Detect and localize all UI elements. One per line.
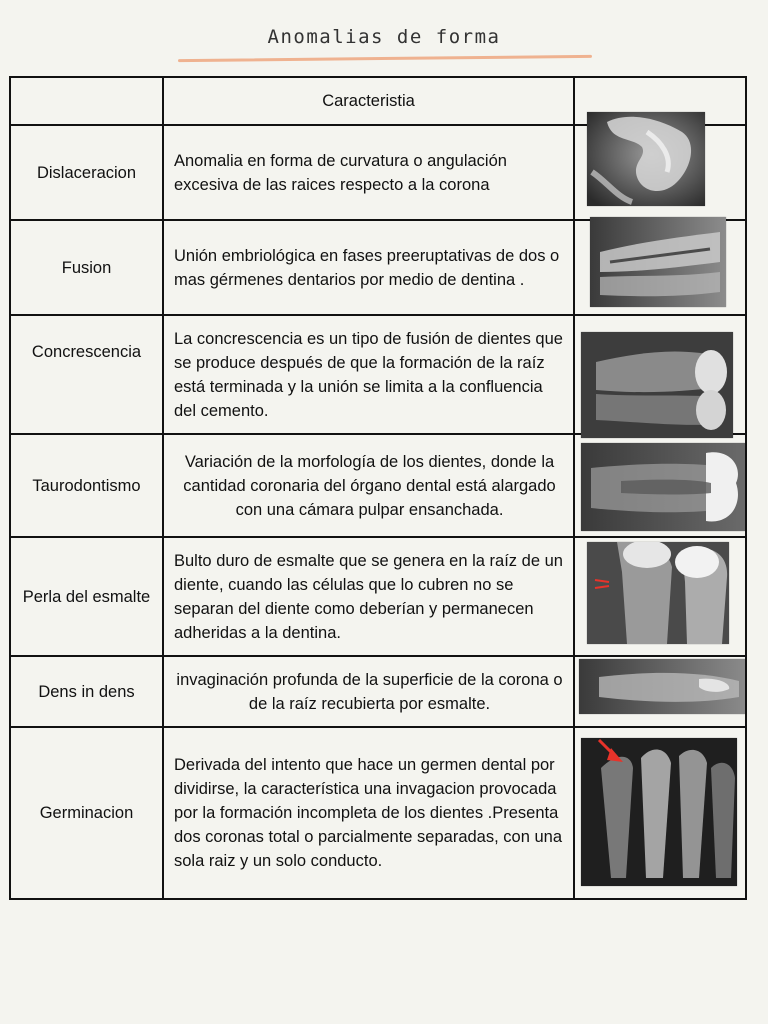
xray-fusion-image <box>590 217 726 307</box>
xray-concrescencia-image <box>581 332 733 438</box>
anomalies-table <box>9 76 747 900</box>
table-row <box>10 125 746 220</box>
anomaly-image-cell <box>574 434 746 537</box>
page-title: Anomalias de forma <box>267 26 501 48</box>
xray-dens-in-dens-image <box>579 659 745 714</box>
table-row <box>10 315 746 434</box>
anomaly-name: Dens in dens <box>10 656 163 727</box>
table-row <box>10 656 746 727</box>
anomaly-image-cell <box>574 315 746 434</box>
xray-taurodontismo-image <box>581 443 745 531</box>
anomaly-description: invaginación profunda de la superficie de la corona o de la raíz recubierta por esmalte. <box>163 656 574 727</box>
xray-germinacion-image <box>581 738 737 886</box>
anomaly-name: Dislaceracion <box>10 125 163 220</box>
header-cell-caracteristica: Caracteristia <box>163 77 574 125</box>
anomaly-description: Variación de la morfología de los dientes, donde la cantidad coronaria del órgano dental está alargado con una cámara pulpar ensanchada. <box>163 434 574 537</box>
anomaly-image-cell <box>574 220 746 315</box>
table-row <box>10 727 746 899</box>
xray-perla-image <box>587 542 729 644</box>
anomaly-image-cell <box>574 537 746 656</box>
table-row <box>10 220 746 315</box>
anomaly-image-cell <box>574 727 746 899</box>
xray-dislaceracion-image <box>587 112 705 206</box>
anomaly-description: La concrescencia es un tipo de fusión de dientes que se produce después de que la formación de la raíz está terminada y la unión se limita a la confluencia del cemento. <box>163 315 574 434</box>
anomaly-image-cell <box>574 125 746 220</box>
anomaly-name: Fusion <box>10 220 163 315</box>
anomaly-image-cell <box>574 656 746 727</box>
table-row <box>10 434 746 537</box>
anomaly-name: Perla del esmalte <box>10 537 163 656</box>
anomaly-name: Concrescencia <box>10 315 163 434</box>
anomaly-description: Derivada del intento que hace un germen dental por dividirse, la característica una invagacion provocada por la formación incompleta de los dientes .Presenta dos coronas total o parcialmente separadas, con una sola raiz y un solo conducto. <box>163 727 574 899</box>
header-cell-name <box>10 77 163 125</box>
anomaly-description: Anomalia en forma de curvatura o angulación excesiva de las raices respecto a la corona <box>163 125 574 220</box>
table-row <box>10 537 746 656</box>
anomaly-name: Taurodontismo <box>10 434 163 537</box>
anomaly-name: Germinacion <box>10 727 163 899</box>
title-underline <box>178 55 592 62</box>
anomaly-description: Bulto duro de esmalte que se genera en la raíz de un diente, cuando las células que lo cubren no se separan del diente como deberían y permanecen adheridas a la dentina. <box>163 537 574 656</box>
anomaly-description: Unión embriológica en fases preeruptativas de dos o mas gérmenes dentarios por medio de dentina . <box>163 220 574 315</box>
